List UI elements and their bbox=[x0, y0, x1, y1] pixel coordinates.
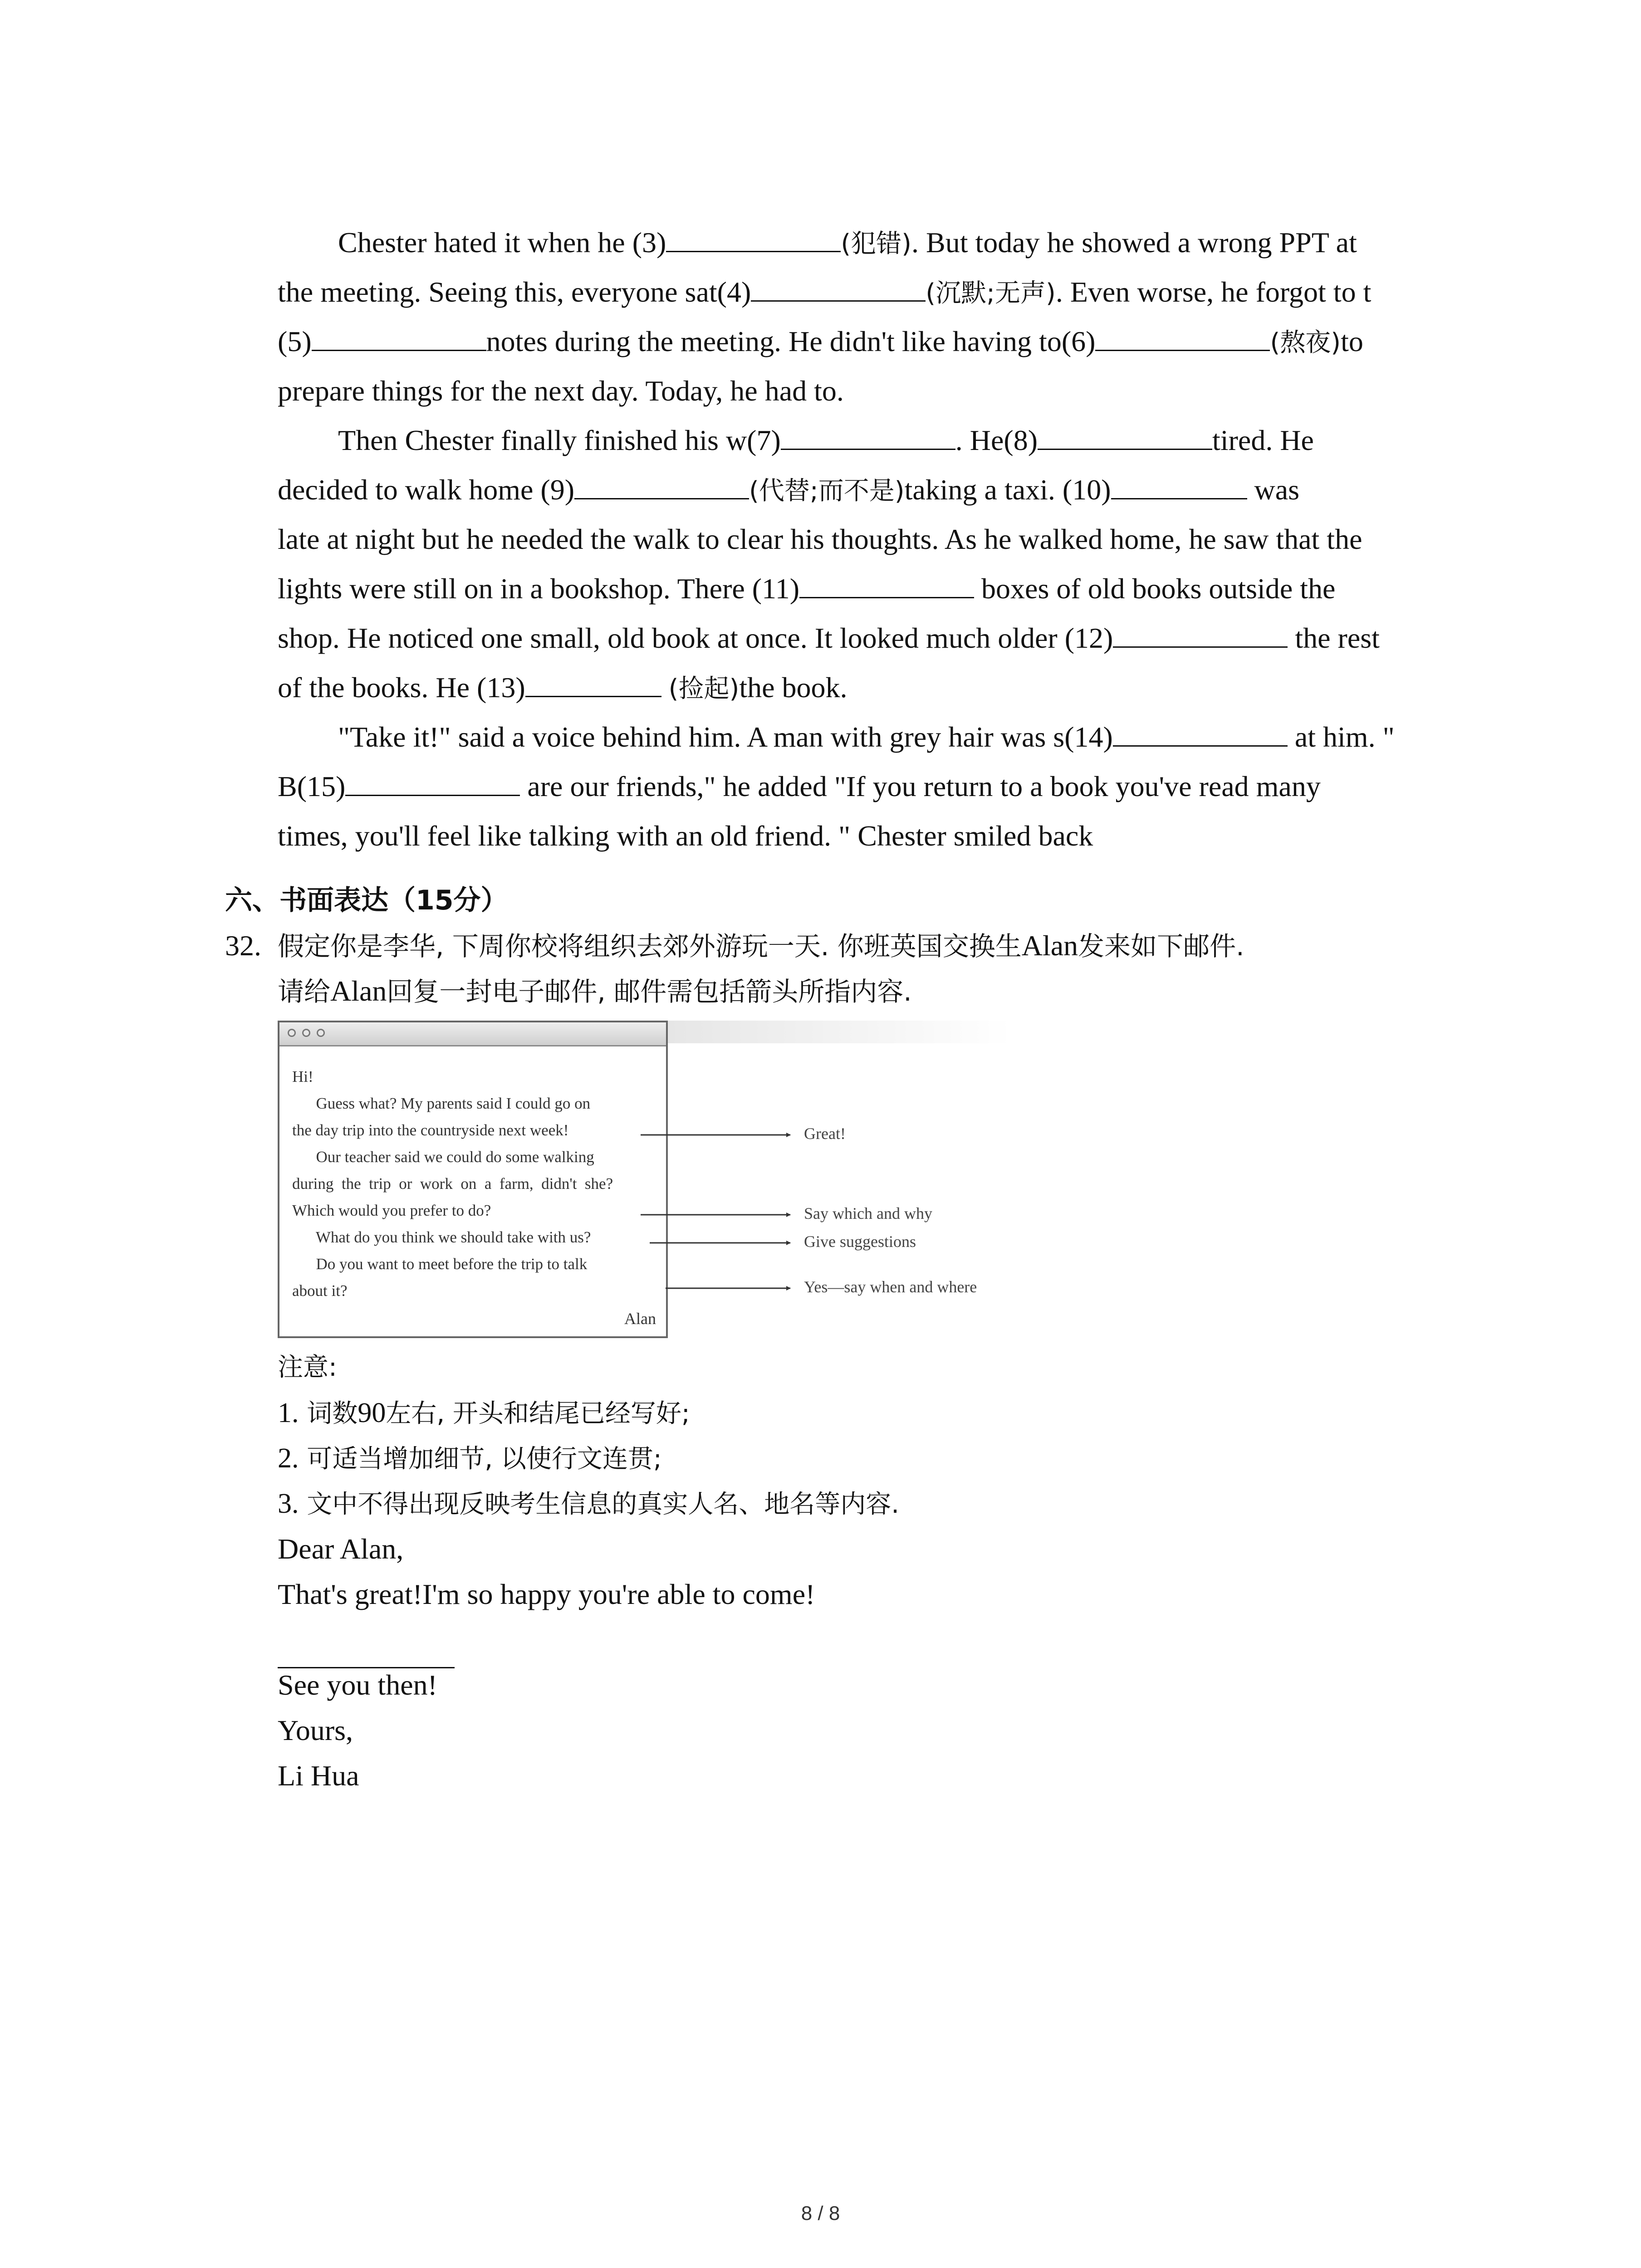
arrow-label-suggestions: Give suggestions bbox=[804, 1232, 916, 1251]
email-line: Hi! bbox=[292, 1068, 314, 1085]
task-name: Alan bbox=[330, 975, 387, 1007]
letter-name: Li Hua bbox=[278, 1760, 359, 1792]
answer-blank[interactable] bbox=[799, 569, 974, 598]
passage-text: the book. bbox=[739, 671, 847, 704]
passage-line bbox=[278, 764, 1321, 809]
passage-line bbox=[338, 220, 1357, 265]
passage-text: to bbox=[1341, 325, 1363, 357]
answer-blank[interactable] bbox=[1111, 470, 1247, 499]
email-line: Our teacher said we could do some walking bbox=[292, 1148, 594, 1166]
task-line-2 bbox=[278, 968, 912, 1014]
task-line-1 bbox=[278, 923, 1244, 969]
note-text: 可适当增加细节, 以使行文连贯; bbox=[299, 1444, 662, 1474]
answer-blank[interactable] bbox=[1038, 420, 1212, 450]
section-title: 六、书面表达（15分） bbox=[225, 885, 508, 916]
email-line: Which would you prefer to do? bbox=[292, 1202, 491, 1219]
letter-signoff: Yours, bbox=[278, 1714, 353, 1746]
passage-text: decided to walk home (9) bbox=[278, 474, 574, 506]
passage-line bbox=[278, 566, 1335, 611]
note-item bbox=[278, 1481, 899, 1527]
email-line: Do you want to meet before the trip to talk bbox=[292, 1255, 588, 1273]
letter-greeting: Dear Alan, bbox=[278, 1533, 404, 1565]
passage-text: late at night but he needed the walk to clear his thoughts. As he walked home, he saw that the bbox=[278, 523, 1362, 555]
answer-blank[interactable] bbox=[1113, 717, 1288, 747]
letter-opening: That's great!I'm so happy you're able to come! bbox=[278, 1578, 815, 1610]
passage-text: (沉默;无声) bbox=[926, 279, 1056, 308]
passage-text: . But today he showed a wrong PPT at bbox=[911, 226, 1357, 259]
passage-text: (代替;而不是) bbox=[749, 476, 905, 506]
passage-line bbox=[278, 319, 1363, 364]
email-line: during the trip or work on a farm, didn't she? bbox=[292, 1175, 613, 1193]
answer-blank[interactable] bbox=[525, 668, 661, 697]
passage-line bbox=[338, 714, 1395, 760]
passage-text: lights were still on in a bookshop. There (11) bbox=[278, 572, 800, 605]
arrows-graphic bbox=[278, 1021, 1013, 1347]
passage-line bbox=[278, 665, 847, 710]
passage-text: shop. He noticed one small, old book at once. It looked much older (12) bbox=[278, 622, 1113, 654]
arrow-label-when-where: Yes—say when and where bbox=[804, 1278, 977, 1296]
note-number: 3. bbox=[278, 1488, 299, 1519]
passage-text: the meeting. Seeing this, everyone sat(4) bbox=[278, 276, 751, 308]
passage-text: are our friends," he added "If you return to a book you've read many bbox=[520, 770, 1321, 802]
passage-line bbox=[278, 517, 1362, 562]
answer-blank[interactable] bbox=[666, 223, 841, 252]
passage-text: (捡起) bbox=[668, 674, 740, 704]
note-text: 文中不得出现反映考生信息的真实人名、地名等内容. bbox=[299, 1490, 900, 1519]
passage-text: was bbox=[1247, 474, 1300, 506]
passage-text: times, you'll feel like talking with an old friend. " Chester smiled back bbox=[278, 820, 1093, 852]
note-item bbox=[278, 1436, 662, 1482]
passage-line bbox=[278, 813, 1093, 859]
passage-text: Chester hated it when he (3) bbox=[338, 226, 666, 259]
passage-text: . Even worse, he forgot to t bbox=[1055, 276, 1372, 308]
task-text: 发来如下邮件. bbox=[1078, 931, 1244, 962]
passage-line bbox=[278, 467, 1299, 513]
email-line: the day trip into the countryside next week! bbox=[292, 1121, 569, 1139]
email-line: What do you think we should take with us? bbox=[292, 1228, 591, 1246]
passage-text: Then Chester finally finished his w(7) bbox=[338, 424, 781, 456]
task-text: 假定你是李华, 下周你校将组织去郊外游玩一天. 你班英国交换生 bbox=[278, 931, 1022, 962]
arrow-label-great: Great! bbox=[804, 1124, 846, 1143]
passage-text: taking a taxi. (10) bbox=[904, 474, 1111, 506]
passage-text: prepare things for the next day. Today, he had to. bbox=[278, 375, 844, 407]
notes-title: 注意: bbox=[278, 1353, 337, 1382]
answer-blank[interactable] bbox=[574, 470, 749, 499]
passage-text: tired. He bbox=[1212, 424, 1314, 456]
task-text: 请给 bbox=[278, 976, 331, 1007]
passage-text: "Take it!" said a voice behind him. A man with grey hair was s(14) bbox=[338, 721, 1113, 753]
answer-blank[interactable] bbox=[1095, 322, 1270, 351]
passage-text: of the books. He (13) bbox=[278, 671, 525, 704]
email-signature: Alan bbox=[624, 1310, 656, 1328]
passage-text: B(15) bbox=[278, 770, 346, 802]
note-item bbox=[278, 1390, 690, 1437]
arrow-label-say-which: Say which and why bbox=[804, 1204, 932, 1222]
email-figure bbox=[278, 1021, 1013, 1347]
passage-text bbox=[661, 671, 669, 704]
passage-line bbox=[278, 616, 1380, 661]
note-text: 词数 bbox=[299, 1399, 358, 1428]
answer-blank[interactable] bbox=[751, 272, 926, 302]
passage-text: notes during the meeting. He didn't like having to(6) bbox=[486, 325, 1096, 357]
passage-line bbox=[338, 418, 1314, 463]
passage-text: boxes of old books outside the bbox=[974, 572, 1336, 605]
passage-text: at him. " bbox=[1287, 721, 1395, 753]
passage-text: (5) bbox=[278, 325, 312, 357]
passage-line bbox=[278, 368, 844, 414]
task-name: Alan bbox=[1021, 929, 1078, 962]
answer-blank[interactable] bbox=[781, 420, 955, 450]
answer-blank[interactable] bbox=[345, 767, 520, 796]
task-text: 回复一封电子邮件, 邮件需包括箭头所指内容. bbox=[387, 976, 912, 1007]
passage-line bbox=[278, 269, 1371, 315]
passage-text: the rest bbox=[1288, 622, 1380, 654]
note-number: 1. bbox=[278, 1398, 299, 1428]
note-text: 左右, 开头和结尾已经写好; bbox=[386, 1399, 690, 1428]
passage-text: . He(8) bbox=[955, 424, 1038, 456]
note-number: 2. bbox=[278, 1443, 299, 1474]
letter-closing: See you then! bbox=[278, 1669, 437, 1701]
email-line: about it? bbox=[292, 1282, 348, 1300]
email-line: Guess what? My parents said I could go on bbox=[292, 1095, 591, 1112]
question-number: 32. bbox=[225, 929, 261, 962]
page-number: 8 / 8 bbox=[801, 2202, 840, 2224]
passage-text: (熬夜) bbox=[1270, 328, 1341, 357]
answer-blank[interactable] bbox=[1113, 618, 1288, 648]
answer-blank[interactable] bbox=[312, 322, 486, 351]
passage-text: (犯错) bbox=[841, 229, 912, 259]
note-text: 90 bbox=[358, 1398, 386, 1428]
